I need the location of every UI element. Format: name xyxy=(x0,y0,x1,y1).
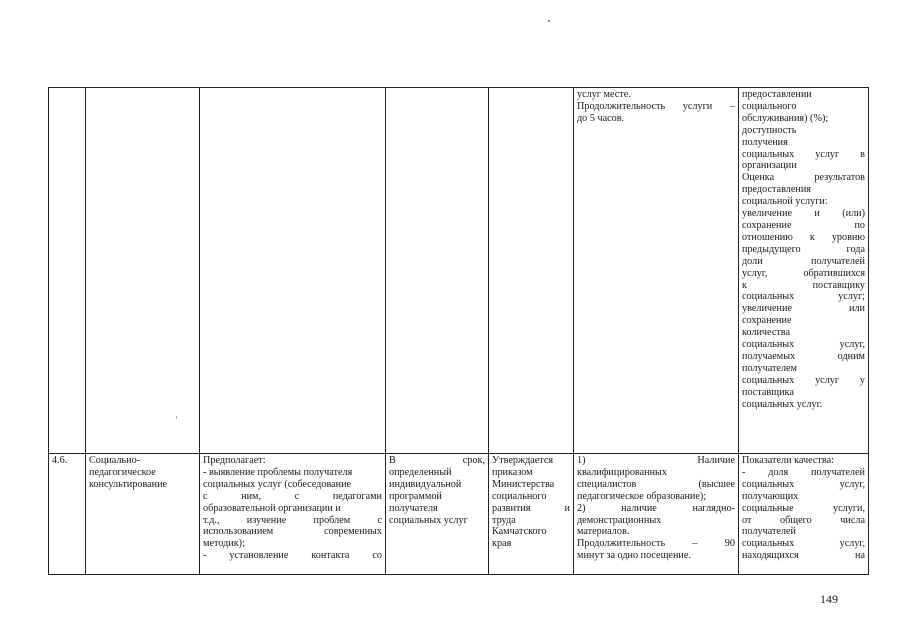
cell-line: Утверждается xyxy=(492,455,554,466)
cell-term xyxy=(386,454,489,575)
cell-line: обслуживания) (%); xyxy=(742,112,829,124)
cell-line: социальных услуг, xyxy=(742,478,865,490)
cell-line: педагогическое образование); xyxy=(577,490,707,502)
cell-line: - выявление проблемы получателя xyxy=(203,466,353,478)
cell-line: социальной услуги: xyxy=(742,196,828,208)
row-number: 4.6. xyxy=(52,455,68,466)
cell-indicators xyxy=(739,88,869,454)
cell-line: консультирование xyxy=(89,478,168,490)
cell-line: услуг, обратившихся xyxy=(742,267,865,279)
cell-line: программой xyxy=(389,490,442,502)
cell-line: Предполагает: xyxy=(203,455,266,466)
cell-line: увеличение и (или) xyxy=(742,208,865,220)
cell-line: предыдущего года xyxy=(742,243,865,255)
cell-line: материалов. xyxy=(577,526,630,538)
cell-line: от общего числа xyxy=(742,514,865,526)
cell-line: отношению к уровню xyxy=(742,231,865,243)
services-table xyxy=(48,87,869,575)
cell-description xyxy=(200,88,386,454)
cell-line: получателем xyxy=(742,362,797,374)
cell-line: социальных услуг (собеседование xyxy=(203,478,352,490)
cell-line: Продолжительность услуги – xyxy=(577,100,735,112)
cell-line: края xyxy=(492,538,512,550)
cell-line: предоставлении xyxy=(742,89,812,100)
cell-line: получающих xyxy=(742,490,799,502)
cell-line: - доля получателей xyxy=(742,466,865,478)
cell-line: с ним, с педагогами xyxy=(203,490,382,502)
cell-line: получателя xyxy=(389,502,438,514)
cell-line: 2) наличие наглядно- xyxy=(577,502,735,514)
cell-approved xyxy=(489,454,574,575)
cell-line: Показатели качества: xyxy=(742,455,834,466)
cell-line: социальных услуг. xyxy=(742,398,823,410)
cell-line: педагогическое xyxy=(89,466,156,478)
cell-line: находящихся на xyxy=(742,550,865,562)
cell-line: использованием современных xyxy=(203,526,382,538)
cell-line: социальных услуг; xyxy=(742,291,865,303)
cell-line: получателей xyxy=(742,526,797,538)
cell-approved xyxy=(489,88,574,454)
cell-name xyxy=(86,88,200,454)
cell-line: услуг месте. xyxy=(577,89,631,100)
cell-line: приказом xyxy=(492,466,533,478)
cell-line: социальных услуг, xyxy=(742,538,865,550)
page-number: 149 xyxy=(820,592,838,606)
cell-line: 1) Наличие xyxy=(577,455,735,466)
cell-line: сохранение по xyxy=(742,219,865,231)
cell-line: т.д., изучение проблем с xyxy=(203,514,382,526)
cell-line: социального xyxy=(492,490,547,502)
table-row xyxy=(49,88,869,454)
scan-speck xyxy=(548,20,550,22)
cell-line: увеличение или xyxy=(742,303,865,315)
cell-description xyxy=(200,454,386,575)
cell-line: сохранение xyxy=(742,315,792,327)
cell-line: к поставщику xyxy=(742,279,865,291)
cell-line: организации xyxy=(742,160,797,172)
cell-line: образовательной организации и xyxy=(203,502,341,514)
cell-line: получения xyxy=(742,136,788,148)
cell-line: социальные услуги, xyxy=(742,502,865,514)
cell-line: получаемых одним xyxy=(742,350,865,362)
cell-line: индивидуальной xyxy=(389,478,462,490)
cell-line: методик); xyxy=(203,538,245,550)
cell-line: социального xyxy=(742,100,797,112)
cell-line: поставщика xyxy=(742,386,794,398)
cell-conditions xyxy=(574,454,739,575)
cell-conditions xyxy=(574,88,739,454)
cell-num xyxy=(49,88,86,454)
cell-line: Продолжительность – 90 xyxy=(577,538,735,550)
cell-indicators xyxy=(739,454,869,575)
table-row xyxy=(49,454,869,575)
cell-line: социальных услуг, xyxy=(742,339,865,351)
cell-line: квалифицированных xyxy=(577,466,667,478)
cell-line: до 5 часов. xyxy=(577,112,625,124)
cell-line: труда xyxy=(492,514,516,526)
cell-line: социальных услуг у xyxy=(742,374,865,386)
cell-line: демонстрационных xyxy=(577,514,662,526)
cell-num xyxy=(49,454,86,575)
cell-line: определенный xyxy=(389,466,452,478)
cell-line: В срок, xyxy=(389,455,485,466)
cell-line: минут за одно посещение. xyxy=(577,550,691,562)
cell-line: доли получателей xyxy=(742,255,865,267)
cell-term xyxy=(386,88,489,454)
cell-line: Камчатского xyxy=(492,526,547,538)
cell-line: Социально- xyxy=(89,455,141,466)
cell-line: социальных услуг в xyxy=(742,148,865,160)
cell-line: предоставления xyxy=(742,184,811,196)
cell-line: Оценка результатов xyxy=(742,172,865,184)
cell-line: специалистов (высшее xyxy=(577,478,735,490)
cell-line: количества xyxy=(742,327,790,339)
cell-line: развития и xyxy=(492,502,570,514)
cell-line: социальных услуг xyxy=(389,514,468,526)
cell-name xyxy=(86,454,200,575)
cell-line: доступность xyxy=(742,124,797,136)
cell-line: - установление контакта со xyxy=(203,550,382,562)
cell-line: Министерства xyxy=(492,478,555,490)
